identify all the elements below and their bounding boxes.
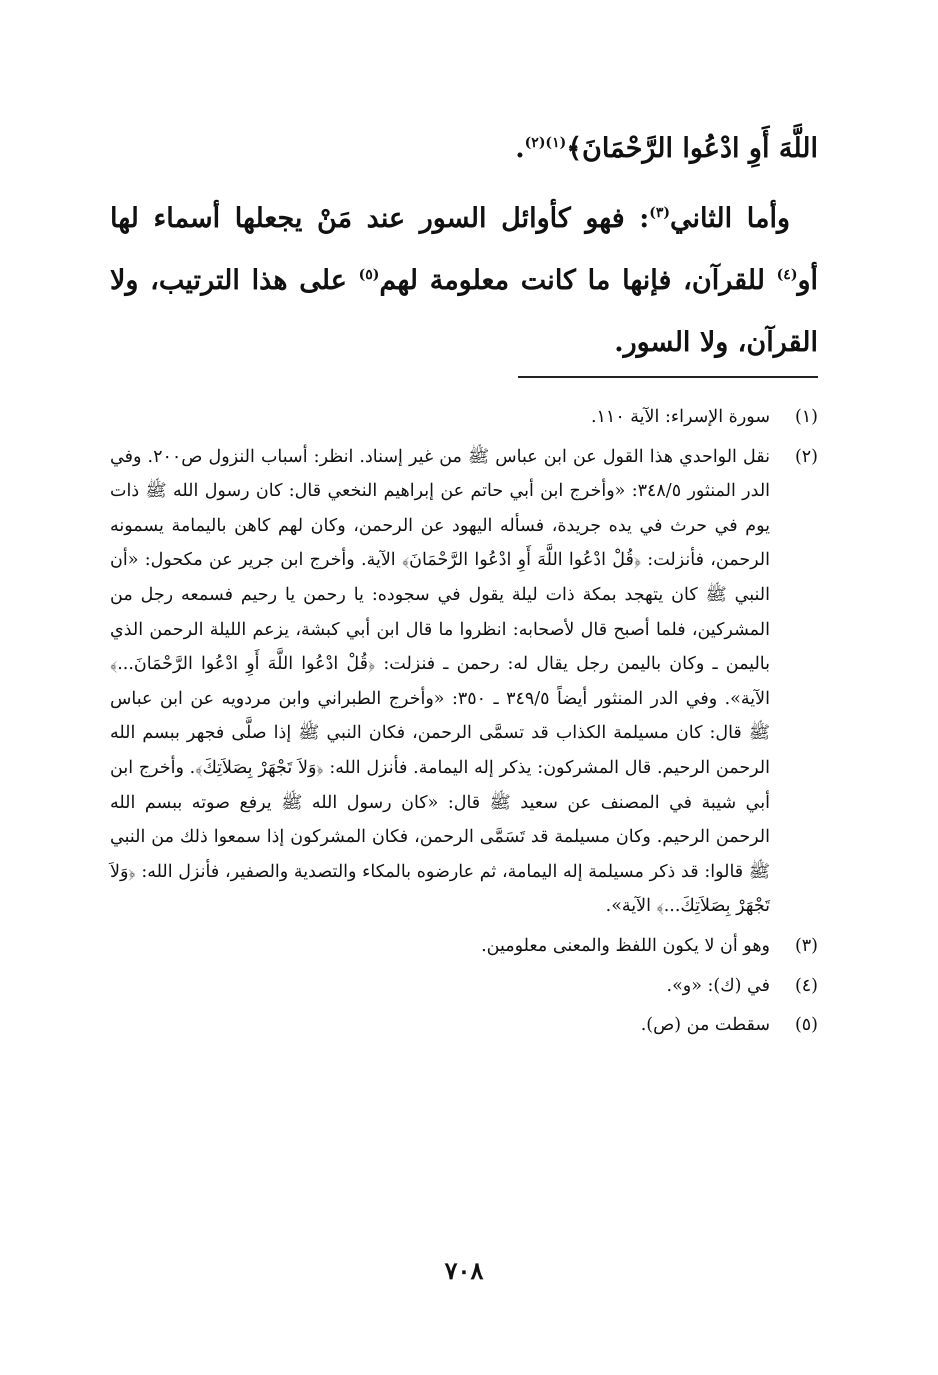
page	[110, 110, 818, 1310]
footnote	[110, 440, 818, 924]
footnote-ref-5: (٥)	[358, 267, 380, 283]
footnote	[110, 1008, 818, 1043]
para-part-1: : فهو كأوائل السور عند مَنْ يجعلها أسماء لها أو	[110, 203, 818, 296]
footnote-ref-3: (٣)	[649, 205, 671, 221]
main-line-verse	[110, 110, 818, 180]
footnote-number: (١)	[794, 407, 818, 427]
footnote-divider	[518, 376, 818, 378]
footnote-number: (٢)	[794, 446, 818, 467]
footnote-text: سقطت من (ص).	[640, 1015, 770, 1036]
main-paragraph	[110, 188, 818, 374]
footnotes	[110, 400, 818, 1048]
footnote-ref-4: (٤)	[776, 267, 798, 283]
footnote-text: وهو أن لا يكون اللفظ والمعنى معلومين.	[481, 935, 770, 956]
footnote-text: سورة الإسراء: الآية ١١٠.	[590, 407, 770, 427]
footnote-number: (٤)	[794, 975, 818, 996]
footnote	[110, 969, 818, 1004]
footnote-number: (٥)	[794, 1015, 818, 1036]
para-lead: وأما الثاني	[670, 203, 791, 234]
footnote	[110, 929, 818, 964]
footnote-number: (٣)	[794, 935, 818, 956]
footnote-text: نقل الواحدي هذا القول عن ابن عباس ﷺ من غير إسناد. انظر: أسباب النزول ص٢٠٠. وفي الدر المنثور ٣٤٨/٥: «وأخرج ابن أبي حاتم عن إبراهيم النخعي قال: كان رسول الله ﷺ ذات يوم في حرث في يده جريدة، فسأله اليهود عن الرحمن، وكان لهم كاهن باليمامة يسمونه الرحمن، فأنزلت: ﴿قُلْ ادْعُوا اللَّهَ أَوِ ادْعُوا الرَّحْمَانَ﴾ الآية. وأخرج ابن جرير عن مكحول: «أن النبي ﷺ كان يتهجد بمكة ذات ليلة يقول في سجوده: يا رحمن يا رحيم فسمعه رجل من المشركين، فلما أصبح قال لأصحابه: انظروا ما قال ابن أبي كبشة، يزعم الليلة الرحمن الذي باليمن ـ وكان باليمن رجل يقال له: رحمن ـ فنزلت: ﴿قُلْ ادْعُوا اللَّهَ أَوِ ادْعُوا الرَّحْمَانَ...﴾ الآية». وفي الدر المنثور أيضاً ٣٤٩/٥ ـ ٣٥٠: «وأخرج الطبراني وابن مردويه عن ابن عباس ﷺ قال: كان مسيلمة الكذاب قد تسمَّى الرحمن، فكان النبي ﷺ إذا صلَّى فجهر ببسم الله الرحمن الرحيم. قال المشركون: يذكر إله اليمامة. فأنزل الله: ﴿وَلاَ تَجْهَرْ بِصَلاَتِكَ﴾. وأخرج ابن أبي شيبة في المصنف عن سعيد ﷺ قال: «كان رسول الله ﷺ يرفع صوته ببسم الله الرحمن الرحيم. وكان مسيلمة قد تَسَمَّى الرحمن، فكان المشركون إذا سمعوا ذلك من النبي ﷺ قالوا: قد ذكر مسيلمة إله اليمامة، ثم عارضوه بالمكاء والتصدية والصفير، فأنزل الله: ﴿وَلاَ تَجْهَرْ بِصَلاَتِكَ...﴾ الآية».	[110, 446, 771, 917]
footnote-text: في (ك): «و».	[666, 975, 770, 996]
footnote-ref-1-2: (١)(٢)	[524, 135, 567, 151]
page-number: ٧٠٨	[444, 1256, 484, 1285]
line-end: .	[515, 133, 525, 164]
para-part-2: للقرآن، فإنها ما كانت معلومة لهم	[379, 265, 777, 296]
main-text	[110, 110, 818, 374]
para-part-3: على هذا الترتيب، ولا القرآن، ولا السور.	[110, 265, 818, 358]
verse-text: اللَّهَ أَوِ ادْعُوا الرَّحْمَانَ﴾	[566, 133, 818, 164]
footnote	[110, 400, 818, 435]
